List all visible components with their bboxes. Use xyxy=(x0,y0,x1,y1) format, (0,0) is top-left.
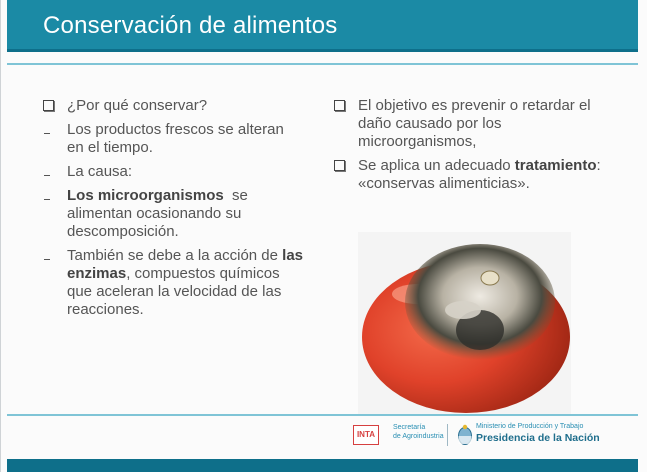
bullet-text: Se aplica un adecuado xyxy=(358,157,515,174)
slide-title: Conservación de alimentos xyxy=(43,12,338,39)
footer-divider xyxy=(7,414,638,416)
dash-bullet-icon xyxy=(43,247,63,265)
bullet-text: ¿Por qué conservar? xyxy=(67,97,208,114)
checkbox-bullet-icon xyxy=(334,157,354,176)
bullet-text: : «conservas alimenticias». xyxy=(358,157,601,192)
bullet-item xyxy=(43,187,303,241)
secretaria-line2: de Agroindustria xyxy=(393,433,444,440)
moldy-tomato-image xyxy=(358,232,571,414)
ministerio-label: Ministerio de Producción y Trabajo xyxy=(476,423,584,430)
inta-logo: INTA xyxy=(353,425,379,445)
bold-term: las enzimas xyxy=(67,247,304,282)
bullet-text: El objetivo es prevenir o retardar el daño causado por los microorganismos, xyxy=(358,97,591,150)
bullet-item xyxy=(334,157,619,193)
bullet-item xyxy=(43,121,303,157)
national-shield-icon xyxy=(457,424,473,446)
dash-bullet-icon xyxy=(43,187,63,205)
right-column xyxy=(334,97,619,199)
bold-term: tratamiento xyxy=(514,157,597,174)
dash-bullet-icon xyxy=(43,121,63,139)
checkbox-bullet-icon xyxy=(43,97,63,116)
bullet-text: Los productos frescos se alteran en el tiempo. xyxy=(67,121,284,156)
checkbox-bullet-icon xyxy=(334,97,354,116)
bullet-item xyxy=(334,97,619,151)
title-bar xyxy=(7,0,638,52)
bullet-item xyxy=(43,97,303,115)
presidencia-label: Presidencia de la Nación xyxy=(476,432,600,444)
bullet-text: se alimentan ocasionando su descomposición. xyxy=(67,187,253,240)
secretaria-label xyxy=(393,423,444,441)
dash-bullet-icon xyxy=(43,163,63,181)
bullet-item xyxy=(43,163,303,181)
left-column xyxy=(43,97,303,325)
title-divider xyxy=(7,63,638,65)
logo-separator xyxy=(447,424,448,446)
secretaria-line1: Secretaría xyxy=(393,424,426,431)
footer-logos xyxy=(351,422,641,452)
bullet-item xyxy=(43,247,303,319)
bullet-text: También se debe a la acción de xyxy=(67,247,283,264)
bullet-text: , compuestos químicos que aceleran la velocidad de las reacciones. xyxy=(67,265,282,318)
bold-term: Los microorganismos xyxy=(67,187,224,204)
bullet-text: La causa: xyxy=(67,163,133,180)
bottom-bar xyxy=(7,459,638,472)
